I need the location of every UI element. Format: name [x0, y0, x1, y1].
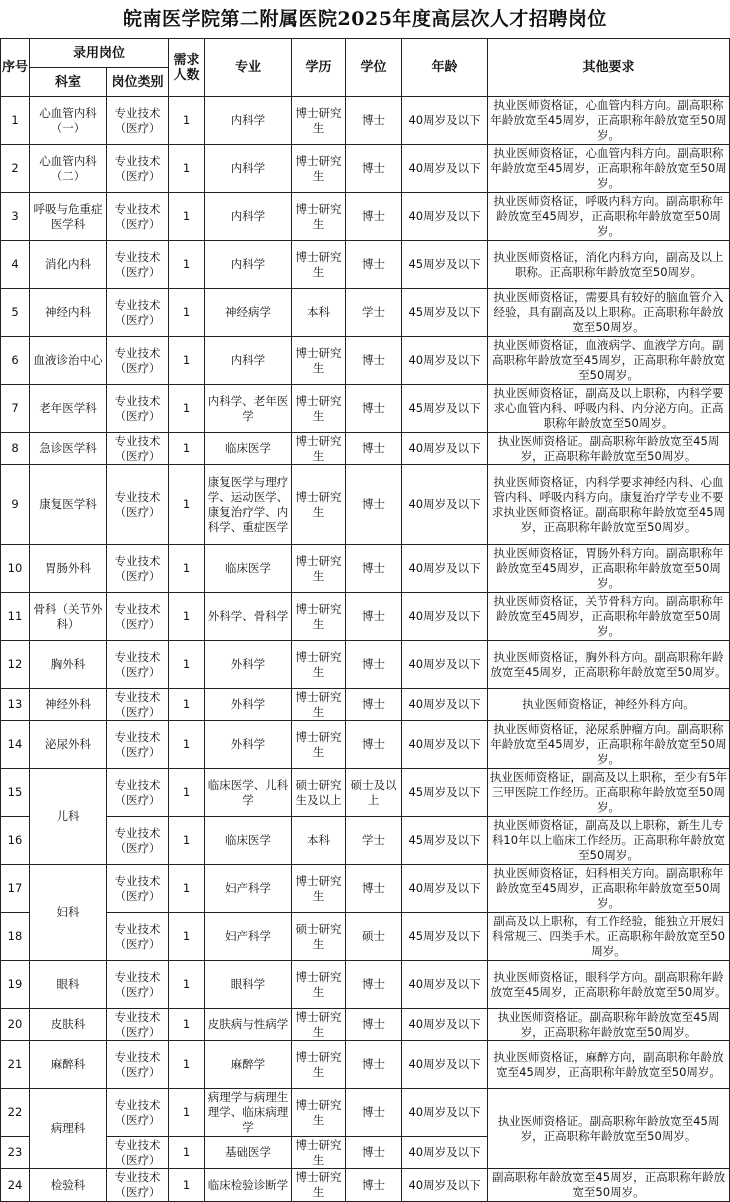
- cell-major: 妇产科学: [205, 865, 292, 913]
- cell-other: 执业医师资格证，副高及以上职称，新生儿专科10年以上临床工作经历。正高职称年龄放宽至50周岁。: [488, 817, 730, 865]
- cell-category: 专业技术（医疗）: [107, 433, 169, 465]
- cell-count: 1: [169, 289, 205, 337]
- cell-other: 执业医师资格证，泌尿系肿瘤方向。副高职称年龄放宽至45周岁，正高职称年龄放宽至50周岁。: [488, 721, 730, 769]
- cell-category: 专业技术（医疗）: [107, 465, 169, 545]
- cell-education: 博士研究生: [292, 193, 346, 241]
- cell-other: 执业医师资格证，眼科学方向。副高职称年龄放宽至45周岁，正高职称年龄放宽至50周岁。: [488, 961, 730, 1009]
- cell-count: 1: [169, 721, 205, 769]
- cell-count: 1: [169, 545, 205, 593]
- header-department: 科室: [30, 68, 107, 97]
- cell-category: 专业技术（医疗）: [107, 961, 169, 1009]
- cell-category: 专业技术（医疗）: [107, 337, 169, 385]
- cell-degree: 博士: [346, 97, 402, 145]
- header-category: 岗位类别: [107, 68, 169, 97]
- cell-count: 1: [169, 1041, 205, 1089]
- cell-seq: 6: [1, 337, 30, 385]
- cell-age: 45周岁及以下: [402, 769, 488, 817]
- cell-major: 外科学: [205, 721, 292, 769]
- cell-major: 外科学: [205, 689, 292, 721]
- cell-seq: 22: [1, 1089, 30, 1137]
- cell-major: 内科学、老年医学: [205, 385, 292, 433]
- cell-age: 40周岁及以下: [402, 961, 488, 1009]
- table-row: [1, 641, 730, 689]
- cell-seq: 3: [1, 193, 30, 241]
- cell-degree: 硕士: [346, 913, 402, 961]
- cell-degree: 博士: [346, 961, 402, 1009]
- cell-department: 儿科: [30, 769, 107, 865]
- cell-department: 消化内科: [30, 241, 107, 289]
- cell-degree: 博士: [346, 593, 402, 641]
- cell-count: 1: [169, 1169, 205, 1202]
- cell-degree: 博士: [346, 1009, 402, 1041]
- cell-other: 执业医师资格证，血液病学、血液学方向。副高职称年龄放宽至45周岁，正高职称年龄放宽至50周岁。: [488, 337, 730, 385]
- cell-major: 临床医学: [205, 545, 292, 593]
- cell-other: 执业医师资格证。副高职称年龄放宽至45周岁，正高职称年龄放宽至50周岁。: [488, 433, 730, 465]
- table-row: [1, 689, 730, 721]
- cell-education: 博士研究生: [292, 97, 346, 145]
- table-row: [1, 961, 730, 1009]
- cell-seq: 18: [1, 913, 30, 961]
- cell-other: 执业医师资格证。副高职称年龄放宽至45周岁，正高职称年龄放宽至50周岁。: [488, 1089, 730, 1169]
- cell-education: 博士研究生: [292, 465, 346, 545]
- cell-degree: 学士: [346, 289, 402, 337]
- cell-major: 外科学、骨科学: [205, 593, 292, 641]
- cell-department: 急诊医学科: [30, 433, 107, 465]
- cell-count: 1: [169, 641, 205, 689]
- cell-degree: 博士: [346, 1041, 402, 1089]
- cell-count: 1: [169, 193, 205, 241]
- cell-seq: 20: [1, 1009, 30, 1041]
- cell-age: 45周岁及以下: [402, 385, 488, 433]
- cell-other: 执业医师资格证，消化内科方向，副高及以上职称。正高职称年龄放宽至50周岁。: [488, 241, 730, 289]
- cell-degree: 学士: [346, 817, 402, 865]
- cell-degree: 硕士及以上: [346, 769, 402, 817]
- header-major: 专业: [205, 39, 292, 97]
- cell-major: 临床医学: [205, 433, 292, 465]
- cell-seq: 2: [1, 145, 30, 193]
- table-row: [1, 433, 730, 465]
- cell-category: 专业技术（医疗）: [107, 1009, 169, 1041]
- cell-age: 40周岁及以下: [402, 433, 488, 465]
- header-age: 年龄: [402, 39, 488, 97]
- cell-education: 硕士研究生及以上: [292, 769, 346, 817]
- cell-major: 基础医学: [205, 1137, 292, 1169]
- cell-major: 病理学与病理生理学、临床病理学: [205, 1089, 292, 1137]
- cell-category: 专业技术（医疗）: [107, 289, 169, 337]
- cell-major: 神经病学: [205, 289, 292, 337]
- cell-age: 40周岁及以下: [402, 1169, 488, 1202]
- cell-count: 1: [169, 593, 205, 641]
- cell-age: 40周岁及以下: [402, 689, 488, 721]
- cell-category: 专业技术（医疗）: [107, 1041, 169, 1089]
- cell-education: 硕士研究生: [292, 913, 346, 961]
- cell-education: 博士研究生: [292, 1041, 346, 1089]
- cell-seq: 17: [1, 865, 30, 913]
- header-other: 其他要求: [488, 39, 730, 97]
- cell-department: 胃肠外科: [30, 545, 107, 593]
- cell-education: 博士研究生: [292, 241, 346, 289]
- cell-education: 博士研究生: [292, 721, 346, 769]
- cell-major: 外科学: [205, 641, 292, 689]
- cell-degree: 博士: [346, 689, 402, 721]
- cell-department: 神经外科: [30, 689, 107, 721]
- cell-seq: 1: [1, 97, 30, 145]
- cell-category: 专业技术（医疗）: [107, 241, 169, 289]
- cell-degree: 博士: [346, 641, 402, 689]
- cell-degree: 博士: [346, 1169, 402, 1202]
- cell-department: 血液诊治中心: [30, 337, 107, 385]
- cell-other: 执业医师资格证，内科学要求神经内科、心血管内科、呼吸内科方向。康复治疗学专业不要求执业医师资格证。副高职称年龄放宽至45周岁，正高职称年龄放宽至50周岁。: [488, 465, 730, 545]
- cell-seq: 4: [1, 241, 30, 289]
- cell-major: 内科学: [205, 145, 292, 193]
- table-row: [1, 817, 730, 865]
- table-row: [1, 465, 730, 545]
- cell-major: 内科学: [205, 193, 292, 241]
- table-row: [1, 97, 730, 145]
- cell-degree: 博士: [346, 1137, 402, 1169]
- table-row: [1, 865, 730, 913]
- table-row: [1, 1169, 730, 1202]
- cell-count: 1: [169, 385, 205, 433]
- cell-age: 45周岁及以下: [402, 913, 488, 961]
- cell-major: 内科学: [205, 97, 292, 145]
- cell-major: 临床检验诊断学: [205, 1169, 292, 1202]
- cell-degree: 博士: [346, 241, 402, 289]
- cell-other: 执业医师资格证，神经外科方向。: [488, 689, 730, 721]
- cell-seq: 21: [1, 1041, 30, 1089]
- cell-department: 检验科: [30, 1169, 107, 1202]
- cell-other: 执业医师资格证，副高及以上职称，至少有5年三甲医院工作经历。正高职称年龄放宽至50周岁。: [488, 769, 730, 817]
- cell-degree: 博士: [346, 1089, 402, 1137]
- cell-education: 博士研究生: [292, 145, 346, 193]
- cell-department: 眼科: [30, 961, 107, 1009]
- cell-category: 专业技术（医疗）: [107, 545, 169, 593]
- cell-degree: 博士: [346, 545, 402, 593]
- cell-degree: 博士: [346, 145, 402, 193]
- cell-count: 1: [169, 865, 205, 913]
- cell-count: 1: [169, 145, 205, 193]
- cell-age: 40周岁及以下: [402, 145, 488, 193]
- cell-count: 1: [169, 961, 205, 1009]
- cell-education: 博士研究生: [292, 433, 346, 465]
- cell-category: 专业技术（医疗）: [107, 769, 169, 817]
- cell-major: 临床医学: [205, 817, 292, 865]
- header-count: 需求人数: [169, 39, 205, 97]
- cell-degree: 博士: [346, 337, 402, 385]
- recruitment-table: [0, 38, 730, 1202]
- header-position: 录用岗位: [30, 39, 169, 68]
- cell-age: 40周岁及以下: [402, 1009, 488, 1041]
- table-row: [1, 385, 730, 433]
- cell-count: 1: [169, 1009, 205, 1041]
- cell-count: 1: [169, 913, 205, 961]
- cell-age: 40周岁及以下: [402, 97, 488, 145]
- cell-major: 麻醉学: [205, 1041, 292, 1089]
- cell-age: 40周岁及以下: [402, 465, 488, 545]
- cell-count: 1: [169, 1137, 205, 1169]
- cell-category: 专业技术（医疗）: [107, 97, 169, 145]
- header-degree: 学位: [346, 39, 402, 97]
- cell-department: 麻醉科: [30, 1041, 107, 1089]
- cell-age: 40周岁及以下: [402, 1137, 488, 1169]
- cell-other: 执业医师资格证，心血管内科方向。副高职称年龄放宽至45周岁，正高职称年龄放宽至50周岁。: [488, 145, 730, 193]
- cell-seq: 9: [1, 465, 30, 545]
- cell-education: 博士研究生: [292, 641, 346, 689]
- cell-age: 40周岁及以下: [402, 641, 488, 689]
- cell-count: 1: [169, 769, 205, 817]
- cell-seq: 10: [1, 545, 30, 593]
- cell-age: 40周岁及以下: [402, 545, 488, 593]
- table-row: [1, 193, 730, 241]
- cell-department: 心血管内科（一）: [30, 97, 107, 145]
- cell-age: 40周岁及以下: [402, 593, 488, 641]
- cell-seq: 13: [1, 689, 30, 721]
- table-row: [1, 1009, 730, 1041]
- cell-age: 40周岁及以下: [402, 865, 488, 913]
- cell-seq: 11: [1, 593, 30, 641]
- table-row: [1, 1089, 730, 1137]
- cell-seq: 14: [1, 721, 30, 769]
- table-row: [1, 545, 730, 593]
- cell-department: 胸外科: [30, 641, 107, 689]
- cell-other: 执业医师资格证，妇科相关方向。副高职称年龄放宽至45周岁，正高职称年龄放宽至50周岁。: [488, 865, 730, 913]
- cell-department: 骨科（关节外科）: [30, 593, 107, 641]
- cell-degree: 博士: [346, 433, 402, 465]
- cell-age: 40周岁及以下: [402, 337, 488, 385]
- table-row: [1, 593, 730, 641]
- cell-other: 执业医师资格证，胃肠外科方向。副高职称年龄放宽至45周岁，正高职称年龄放宽至50周岁。: [488, 545, 730, 593]
- cell-seq: 15: [1, 769, 30, 817]
- cell-other: 副高及以上职称，有工作经验，能独立开展妇科常规三、四类手术。正高职称年龄放宽至50周岁。: [488, 913, 730, 961]
- cell-department: 呼吸与危重症医学科: [30, 193, 107, 241]
- cell-major: 皮肤病与性病学: [205, 1009, 292, 1041]
- table-row: [1, 913, 730, 961]
- cell-count: 1: [169, 817, 205, 865]
- header-education: 学历: [292, 39, 346, 97]
- cell-education: 博士研究生: [292, 545, 346, 593]
- cell-seq: 16: [1, 817, 30, 865]
- cell-age: 45周岁及以下: [402, 817, 488, 865]
- cell-department: 康复医学科: [30, 465, 107, 545]
- table-row: [1, 289, 730, 337]
- cell-education: 博士研究生: [292, 1137, 346, 1169]
- table-row: [1, 337, 730, 385]
- cell-department: 老年医学科: [30, 385, 107, 433]
- cell-degree: 博士: [346, 465, 402, 545]
- cell-category: 专业技术（医疗）: [107, 193, 169, 241]
- cell-education: 博士研究生: [292, 1089, 346, 1137]
- cell-major: 内科学: [205, 337, 292, 385]
- cell-department: 妇科: [30, 865, 107, 961]
- cell-degree: 博士: [346, 721, 402, 769]
- cell-other: 执业医师资格证，呼吸内科方向。副高职称年龄放宽至45周岁，正高职称年龄放宽至50周岁。: [488, 193, 730, 241]
- cell-category: 专业技术（医疗）: [107, 689, 169, 721]
- cell-department: 心血管内科（二）: [30, 145, 107, 193]
- cell-other: 执业医师资格证。副高职称年龄放宽至45周岁，正高职称年龄放宽至50周岁。: [488, 1009, 730, 1041]
- cell-education: 博士研究生: [292, 337, 346, 385]
- cell-seq: 5: [1, 289, 30, 337]
- cell-category: 专业技术（医疗）: [107, 145, 169, 193]
- header-seq: 序号: [1, 39, 30, 97]
- cell-category: 专业技术（医疗）: [107, 865, 169, 913]
- cell-degree: 博士: [346, 193, 402, 241]
- page-title: 皖南医学院第二附属医院2025年度高层次人才招聘岗位: [123, 8, 607, 30]
- cell-seq: 23: [1, 1137, 30, 1169]
- cell-category: 专业技术（医疗）: [107, 641, 169, 689]
- cell-category: 专业技术（医疗）: [107, 1169, 169, 1202]
- cell-seq: 24: [1, 1169, 30, 1202]
- table-row: [1, 1041, 730, 1089]
- cell-department: 神经内科: [30, 289, 107, 337]
- cell-degree: 博士: [346, 385, 402, 433]
- cell-count: 1: [169, 433, 205, 465]
- cell-count: 1: [169, 689, 205, 721]
- cell-age: 45周岁及以下: [402, 289, 488, 337]
- cell-other: 执业医师资格证，关节骨科方向。副高职称年龄放宽至45周岁，正高职称年龄放宽至50周岁。: [488, 593, 730, 641]
- cell-education: 本科: [292, 817, 346, 865]
- cell-degree: 博士: [346, 865, 402, 913]
- cell-count: 1: [169, 1089, 205, 1137]
- cell-count: 1: [169, 465, 205, 545]
- cell-category: 专业技术（医疗）: [107, 721, 169, 769]
- cell-category: 专业技术（医疗）: [107, 817, 169, 865]
- cell-category: 专业技术（医疗）: [107, 593, 169, 641]
- cell-category: 专业技术（医疗）: [107, 1089, 169, 1137]
- cell-education: 博士研究生: [292, 689, 346, 721]
- cell-education: 博士研究生: [292, 865, 346, 913]
- cell-department: 皮肤科: [30, 1009, 107, 1041]
- cell-other: 执业医师资格证，心血管内科方向。副高职称年龄放宽至45周岁，正高职称年龄放宽至50周岁。: [488, 97, 730, 145]
- cell-major: 临床医学、儿科学: [205, 769, 292, 817]
- cell-category: 专业技术（医疗）: [107, 1137, 169, 1169]
- cell-department: 病理科: [30, 1089, 107, 1169]
- cell-seq: 19: [1, 961, 30, 1009]
- cell-other: 执业医师资格证，需要具有较好的脑血管介入经验，具有副高及以上职称。正高职称年龄放宽至50周岁。: [488, 289, 730, 337]
- cell-seq: 8: [1, 433, 30, 465]
- cell-seq: 12: [1, 641, 30, 689]
- cell-department: 泌尿外科: [30, 721, 107, 769]
- cell-education: 博士研究生: [292, 385, 346, 433]
- cell-age: 40周岁及以下: [402, 193, 488, 241]
- cell-category: 专业技术（医疗）: [107, 913, 169, 961]
- table-row: [1, 769, 730, 817]
- table-row: [1, 721, 730, 769]
- cell-education: 博士研究生: [292, 593, 346, 641]
- cell-category: 专业技术（医疗）: [107, 385, 169, 433]
- cell-age: 40周岁及以下: [402, 721, 488, 769]
- cell-education: 本科: [292, 289, 346, 337]
- cell-education: 博士研究生: [292, 1009, 346, 1041]
- cell-other: 副高职称年龄放宽至45周岁，正高职称年龄放宽至50周岁。: [488, 1169, 730, 1202]
- cell-major: 妇产科学: [205, 913, 292, 961]
- cell-major: 眼科学: [205, 961, 292, 1009]
- cell-age: 45周岁及以下: [402, 241, 488, 289]
- cell-education: 博士研究生: [292, 961, 346, 1009]
- cell-seq: 7: [1, 385, 30, 433]
- cell-major: 康复医学与理疗学、运动医学、康复治疗学、内科学、重症医学: [205, 465, 292, 545]
- cell-age: 40周岁及以下: [402, 1089, 488, 1137]
- cell-count: 1: [169, 241, 205, 289]
- cell-education: 博士研究生: [292, 1169, 346, 1202]
- cell-other: 执业医师资格证，胸外科方向。副高职称年龄放宽至45周岁，正高职称年龄放宽至50周岁。: [488, 641, 730, 689]
- cell-age: 40周岁及以下: [402, 1041, 488, 1089]
- cell-count: 1: [169, 97, 205, 145]
- table-row: [1, 241, 730, 289]
- cell-count: 1: [169, 337, 205, 385]
- table-row: [1, 145, 730, 193]
- cell-other: 执业医师资格证，副高及以上职称，内科学要求心血管内科、呼吸内科、内分泌方向。正高职称年龄放宽至50周岁。: [488, 385, 730, 433]
- cell-major: 内科学: [205, 241, 292, 289]
- cell-other: 执业医师资格证，麻醉方向，副高职称年龄放宽至45周岁，正高职称年龄放宽至50周岁。: [488, 1041, 730, 1089]
